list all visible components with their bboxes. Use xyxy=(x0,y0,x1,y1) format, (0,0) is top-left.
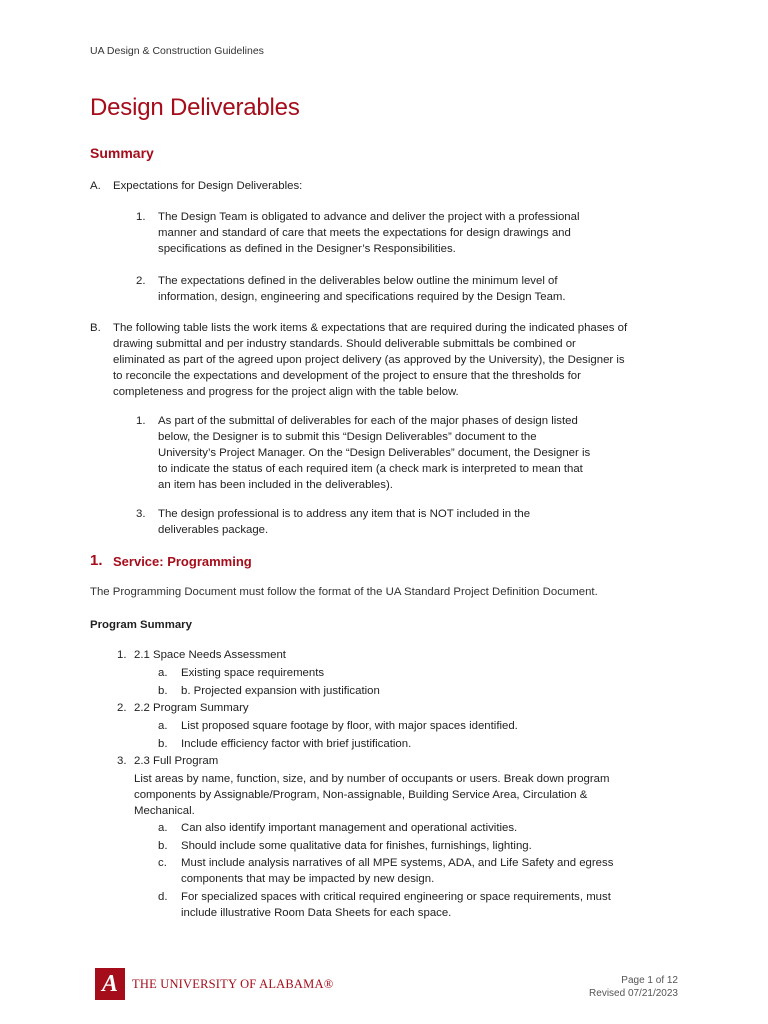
list-number: 1. xyxy=(136,415,146,427)
list-letter: a. xyxy=(158,720,168,732)
section-b-text: The following table lists the work items & expectations that are required during the indicated phases of drawing submittal and per industry standards. Should deliverable submittals be combined or eliminated as part of the agreed upon project delivery (as approved by the University), the Designer is to reconcile the expectations and development of the project to ensure that the thresholds for completeness and progress for the project align with the table below. xyxy=(113,322,628,398)
revised-date: Revised 07/21/2023 xyxy=(589,988,678,999)
list-number: 1. xyxy=(136,211,146,223)
section-a-text: Expectations for Design Deliverables: xyxy=(113,180,303,192)
list-item-text: As part of the submittal of deliverables for each of the major phases of design listed below, the Designer is to submit this “Design Deliverables” document to the University’s Project Manager. On the “Design Deliverables” document, the Designer is to indicate the status of each required item (a check mark is interpreted to mean that an item has been included in the deliverables). xyxy=(158,415,591,491)
university-name: THE UNIVERSITY OF ALABAMA® xyxy=(132,977,334,991)
list-item-text: Should include some qualitative data for finishes, furnishings, lighting. xyxy=(181,840,532,852)
summary-heading: Summary xyxy=(90,145,154,161)
list-item-text: List proposed square footage by floor, with major spaces identified. xyxy=(181,720,518,732)
list-item-text: For specialized spaces with critical required engineering or space requirements, must include illustrative Room Data Sheets for each space. xyxy=(181,891,611,919)
section-b-label: B. xyxy=(90,322,101,334)
list-item-text: Can also identify important management and operational activities. xyxy=(181,822,518,834)
service-number: 1. xyxy=(90,552,103,569)
programming-note: The Programming Document must follow the format of the UA Standard Project Definition Document. xyxy=(90,586,598,598)
list-item-text: The Design Team is obligated to advance and deliver the project with a professional manner and standard of care that meets the expectations for design drawings and specifications as defined in the Designer’s Responsibilities. xyxy=(158,211,580,255)
list-number: 2. xyxy=(136,275,146,287)
list-letter: a. xyxy=(158,667,168,679)
list-item-text: The expectations defined in the deliverables below outline the minimum level of information, design, engineering and specifications required by the Design Team. xyxy=(158,275,566,303)
list-number: 3. xyxy=(117,755,127,767)
list-number: 1. xyxy=(117,649,127,661)
list-item-text: The design professional is to address any item that is NOT included in the deliverables package. xyxy=(158,508,531,536)
list-number: 3. xyxy=(136,508,146,520)
list-item-text: 2.1 Space Needs Assessment xyxy=(134,649,286,661)
running-header: UA Design & Construction Guidelines xyxy=(90,45,264,57)
university-logo: A xyxy=(95,968,125,1000)
list-item-text: 2.3 Full Program xyxy=(134,755,219,767)
list-letter: c. xyxy=(158,857,167,869)
list-item-text: 2.2 Program Summary xyxy=(134,702,249,714)
list-letter: b. xyxy=(158,840,168,852)
list-item-text: b. Projected expansion with justification xyxy=(181,685,380,697)
program-summary-heading: Program Summary xyxy=(90,619,192,631)
page-info xyxy=(589,974,678,1000)
service-title: Service: Programming xyxy=(113,554,252,569)
list-number: 2. xyxy=(117,702,127,714)
list-letter: d. xyxy=(158,891,168,903)
page-title: Design Deliverables xyxy=(90,94,300,121)
full-program-description: List areas by name, function, size, and by number of occupants or users. Break down program components by Assignable/Program, Non-assignable, Building Service Area, Circulation & Mechanical. xyxy=(134,773,610,817)
list-item-text: Include efficiency factor with brief justification. xyxy=(181,738,412,750)
list-item-text: Must include analysis narratives of all MPE systems, ADA, and Life Safety and egress components that may be impacted by new design. xyxy=(181,857,614,885)
list-letter: b. xyxy=(158,685,168,697)
page-number: Page 1 of 12 xyxy=(621,975,678,986)
list-letter: a. xyxy=(158,822,168,834)
list-item-text: Existing space requirements xyxy=(181,667,325,679)
list-letter: b. xyxy=(158,738,168,750)
section-a-label: A. xyxy=(90,180,101,192)
